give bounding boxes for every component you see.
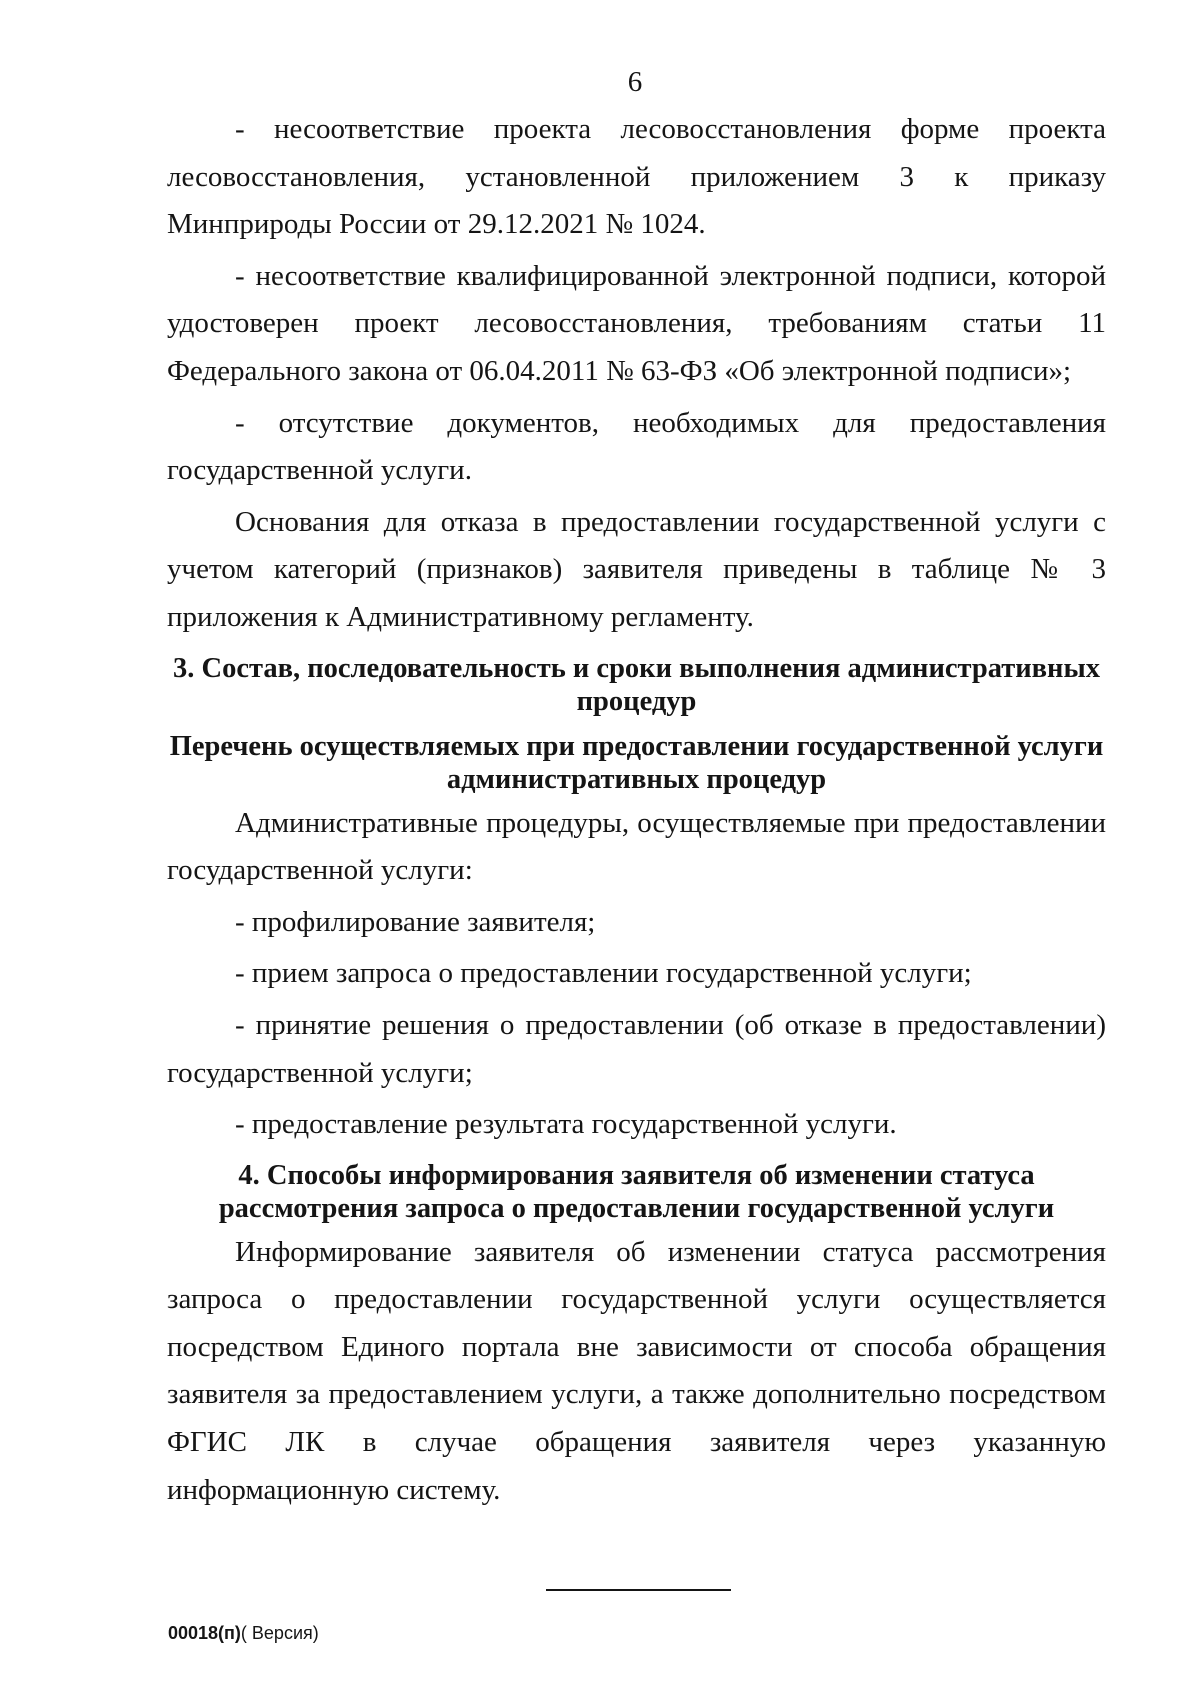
section-3-subheading-line-1: Перечень осуществляемых при предоставлении государственной услуги: [169, 730, 1104, 762]
section-3-intro: Административные процедуры, осуществляемые при предоставлении государственной услуги:: [167, 806, 1106, 887]
list-item: - принятие решения о предоставлении (об отказе в предоставлении) государственной услуги;: [167, 1008, 1106, 1089]
list-item: - профилирование заявителя;: [235, 905, 596, 938]
paragraph-forest-project-mismatch: - несоответствие проекта лесовосстановления форме проекта лесовосстановления, установленной приложением 3 к приказу Минприроды России от 29.12.2021 № 1024.: [167, 113, 1106, 241]
document-body: [167, 106, 1106, 1514]
section-3-subheading-line-2: административных процедур: [446, 763, 827, 795]
section-3-heading-line-1: 3. Состав, последовательность и сроки выполнения административных: [173, 652, 1100, 684]
section-4-heading-line-1: 4. Способы информирования заявителя об изменении статуса: [238, 1159, 1035, 1191]
list-item: - прием запроса о предоставлении государственной услуги;: [235, 957, 972, 990]
page-number: 6: [627, 66, 643, 98]
list-item: - предоставление результата государственной услуги.: [235, 1108, 897, 1141]
paragraph-refusal-grounds: Основания для отказа в предоставлении государственной услуги с учетом категорий (признаков) заявителя приведены в таблице № 3 приложения к Административному регламенту.: [167, 505, 1106, 633]
section-3-subheading: [167, 730, 1106, 796]
section-3-heading: [167, 652, 1106, 718]
footer-code: 00018(п): [168, 1623, 241, 1643]
section-4-body: Информирование заявителя об изменении статуса рассмотрения запроса о предоставлении государственной услуги осуществляется посредством Единого портала вне зависимости от способа обращения заявителя за предоставлением услуги, а также дополнительно посредством ФГИС ЛК в случае обращения заявителя через указанную информационную систему.: [167, 1235, 1106, 1506]
section-3-heading-line-2: процедур: [576, 685, 697, 717]
section-4-heading-line-2: рассмотрения запроса о предоставлении государственной услуги: [218, 1192, 1055, 1224]
paragraph-signature-mismatch: - несоответствие квалифицированной электронной подписи, которой удостоверен проект лесовосстановления, требованиям статьи 11 Федерального закона от 06.04.2011 № 63-ФЗ «Об электронной подписи»;: [167, 259, 1106, 387]
footer-version-label: ( Версия): [240, 1623, 319, 1643]
end-separator-line: [546, 1589, 731, 1591]
section-4-heading: [167, 1159, 1106, 1225]
footer-version: [168, 1622, 319, 1644]
procedure-list: [167, 899, 1106, 1149]
paragraph-missing-documents: - отсутствие документов, необходимых для предоставления государственной услуги.: [167, 406, 1106, 487]
